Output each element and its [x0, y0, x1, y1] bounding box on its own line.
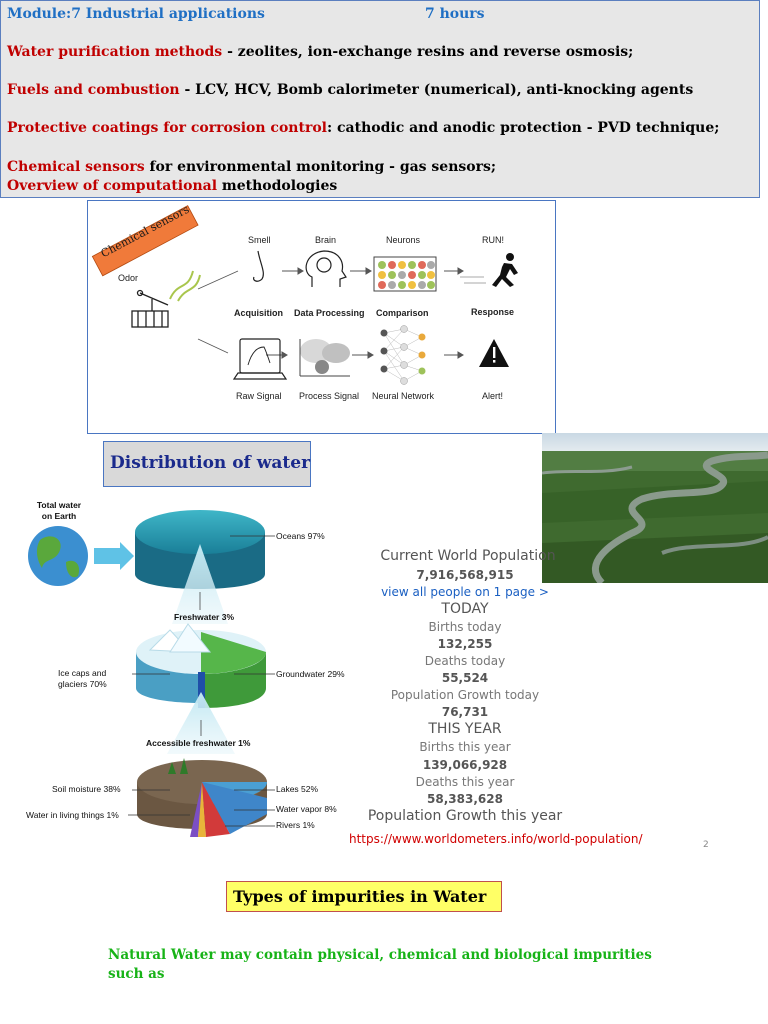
groundwater-label: Groundwater 29% [276, 669, 345, 679]
population-heading: Current World Population [380, 548, 556, 564]
odor-label: Odor [118, 273, 139, 283]
deaths-today-label: Deaths today [424, 654, 506, 668]
earth-globe [28, 526, 88, 586]
raw-signal-label: Raw Signal [236, 391, 282, 401]
alert-icon [479, 339, 509, 367]
this-year-heading: THIS YEAR [428, 721, 502, 737]
neurons-grid-icon [374, 257, 436, 291]
accessible-freshwater-label: Accessible freshwater 1% [146, 738, 251, 748]
syllabus-row [7, 82, 693, 98]
row-highlight: Overview of computational [7, 178, 218, 194]
nose-icon [254, 251, 264, 281]
water-distribution-diagram [20, 492, 350, 852]
alert-label: Alert! [482, 391, 504, 401]
syllabus-row [7, 159, 496, 175]
page-number: 2 [703, 840, 709, 850]
brain-icon [306, 251, 346, 287]
row-highlight: Water purification methods [7, 44, 223, 60]
freshwater-label: Freshwater 3% [174, 612, 234, 622]
births-year-label: Births this year [419, 740, 511, 754]
chemical-sensors-figure [87, 200, 556, 434]
rivers-label: Rivers 1% [276, 820, 315, 830]
deaths-year-value: 58,383,628 [427, 792, 503, 806]
growth-year-label: Population Growth this year [367, 808, 563, 824]
water-vapor-label: Water vapor 8% [276, 804, 337, 814]
chemical-sensors-tag: Chemical sensors [98, 202, 192, 261]
run-label: RUN! [482, 235, 504, 245]
oceans-label: Oceans 97% [276, 531, 325, 541]
impurities-title: Types of impurities in Water [233, 887, 487, 906]
lakes-label: Lakes 52% [276, 784, 319, 794]
row-text: methodologies [217, 178, 338, 194]
oil-pump-icon [132, 291, 168, 328]
data-processing-label: Data Processing [294, 308, 365, 318]
neural-network-icon [381, 326, 426, 385]
total-water-label: Total water on Earth [36, 500, 82, 521]
running-person-icon [460, 253, 518, 287]
view-all-people-link[interactable]: view all people on 1 page > [381, 585, 549, 599]
distribution-title-box [103, 441, 311, 487]
syllabus-row [7, 120, 719, 136]
impurities-title-box [226, 881, 502, 912]
syllabus-row [7, 44, 633, 60]
row-highlight: Fuels and combustion [7, 82, 180, 98]
row-highlight: Chemical sensors [7, 159, 145, 175]
row-text: - zeolites, ion-exchange resins and reverse osmosis; [222, 44, 634, 60]
source-link[interactable]: https://www.worldometers.info/world-population/ [349, 832, 643, 846]
today-heading: TODAY [441, 601, 489, 617]
births-today-value: 132,255 [437, 637, 493, 651]
distribution-title: Distribution of water [110, 453, 311, 473]
process-signal-label: Process Signal [299, 391, 360, 401]
laptop-icon [234, 339, 286, 379]
process-signal-icon [300, 339, 350, 376]
module-title: Module:7 Industrial applications [7, 6, 265, 22]
row-highlight: Protective coatings for corrosion control [7, 120, 327, 136]
neurons-label: Neurons [386, 235, 421, 245]
growth-today-label: Population Growth today [390, 688, 540, 702]
growth-today-value: 76,731 [441, 705, 489, 719]
row-text: - LCV, HCV, Bomb calorimeter (numerical), anti-knocking agents [179, 82, 694, 98]
deaths-today-value: 55,524 [441, 671, 489, 685]
response-label: Response [471, 307, 515, 317]
births-year-value: 139,066,928 [422, 758, 508, 772]
neural-network-label: Neural Network [372, 391, 435, 401]
ice-caps-label: Ice caps and glaciers 70% [58, 668, 107, 689]
soil-moisture-label: Soil moisture 38% [52, 784, 121, 794]
living-things-label: Water in living things 1% [26, 810, 119, 820]
smell-label: Smell [248, 235, 271, 245]
acquisition-label: Acquisition [234, 308, 283, 318]
deaths-year-label: Deaths this year [415, 775, 515, 789]
row-text: : cathodic and anodic protection - PVD technique; [326, 120, 720, 136]
births-today-label: Births today [428, 620, 502, 634]
comparison-label: Comparison [376, 308, 429, 318]
row-text: for environmental monitoring - gas sensors; [144, 159, 497, 175]
syllabus-row [7, 178, 337, 194]
population-total: 7,916,568,915 [416, 568, 514, 582]
syllabus-box [0, 0, 760, 198]
natural-water-text: Natural Water may contain physical, chemical and biological impurities such as [108, 947, 652, 982]
module-hours: 7 hours [425, 6, 485, 22]
brain-label: Brain [315, 235, 337, 245]
